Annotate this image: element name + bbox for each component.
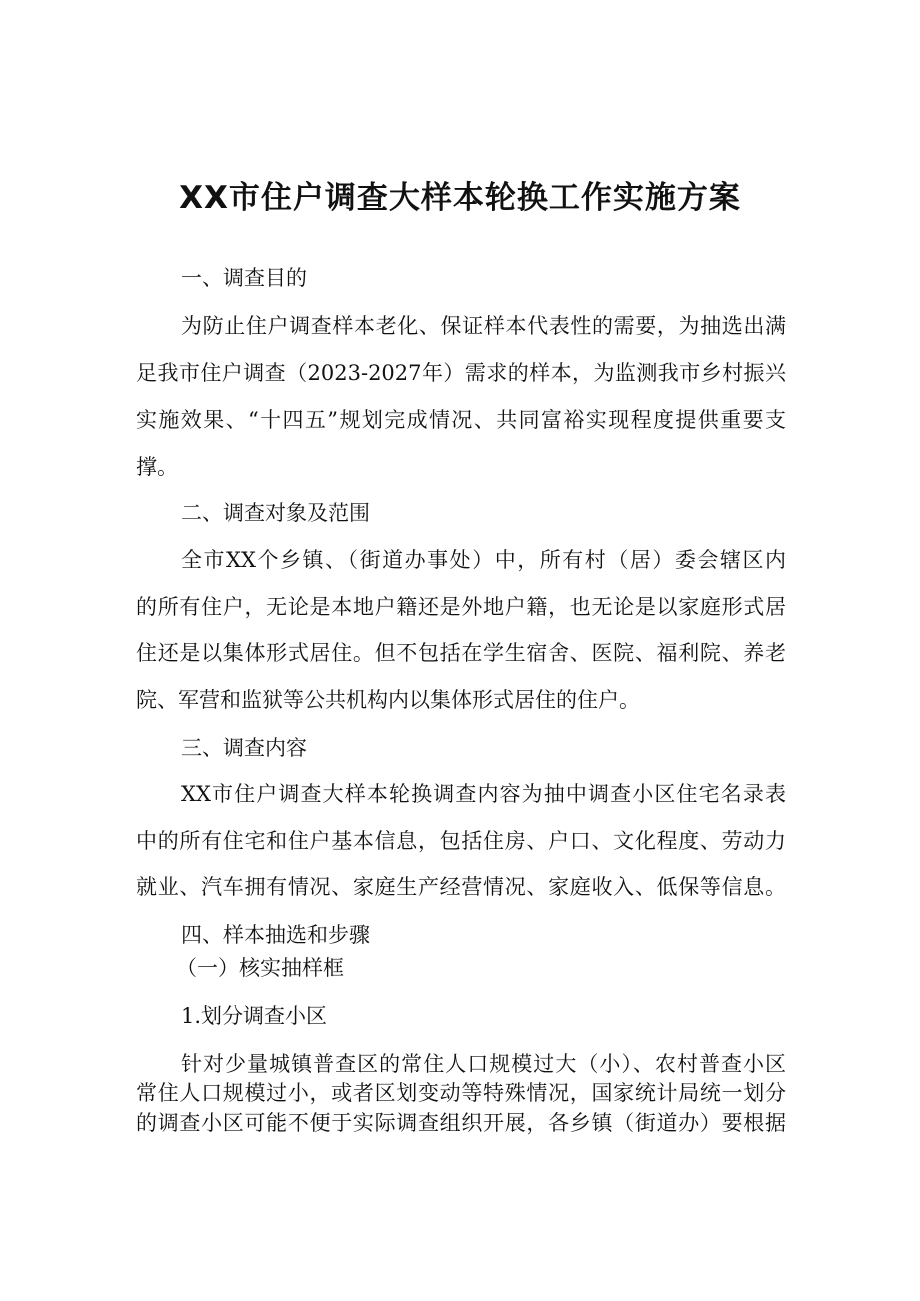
document-title: XX市住户调查大样本轮换工作实施方案 (179, 180, 741, 216)
paragraph-line: 常住人口规模过小，或者区划变动等特殊情况，国家统计局统一划分 (136, 1081, 786, 1105)
section-heading: 一、调查目的 (181, 266, 307, 290)
paragraph-line: 为防止住户调查样本老化、保证样本代表性的需要，为抽选出满 (181, 314, 786, 338)
paragraph-line: 撑。 (136, 455, 178, 479)
paragraph-line: 全市XX个乡镇、（街道办事处）中，所有村（居）委会辖区内 (181, 548, 786, 572)
section-heading: 二、调查对象及范围 (181, 501, 370, 525)
paragraph-line: 的所有住户，无论是本地户籍还是外地户籍，也无论是以家庭形式居 (136, 595, 786, 619)
paragraph-line: 院、军营和监狱等公共机构内以集体形式居住的住户。 (136, 688, 640, 712)
paragraph-line: 的调查小区可能不便于实际调查组织开展，各乡镇（街道办）要根据 (136, 1111, 786, 1135)
paragraph-line: 中的所有住宅和住户基本信息，包括住房、户口、文化程度、劳动力 (136, 829, 786, 853)
paragraph-line: 就业、汽车拥有情况、家庭生产经营情况、家庭收入、低保等信息。 (136, 875, 786, 899)
numbered-item: 1.划分调查小区 (181, 1004, 328, 1028)
sub-heading: （一）核实抽样框 (176, 956, 344, 980)
paragraph-line: 实施效果、“十四五”规划完成情况、共同富裕实现程度提供重要支 (136, 408, 786, 432)
section-heading: 三、调查内容 (181, 736, 307, 760)
paragraph-line: XX市住户调查大样本轮换调查内容为抽中调查小区住宅名录表 (181, 782, 786, 806)
paragraph-line: 足我市住户调查（2023-2027年）需求的样本，为监测我市乡村振兴 (136, 361, 786, 385)
section-heading: 四、样本抽选和步骤 (181, 923, 370, 947)
paragraph-line: 针对少量城镇普查区的常住人口规模过大（小）、农村普查小区 (181, 1052, 786, 1076)
paragraph-line: 住还是以集体形式居住。但不包括在学生宿舍、医院、福利院、养老 (136, 641, 786, 665)
